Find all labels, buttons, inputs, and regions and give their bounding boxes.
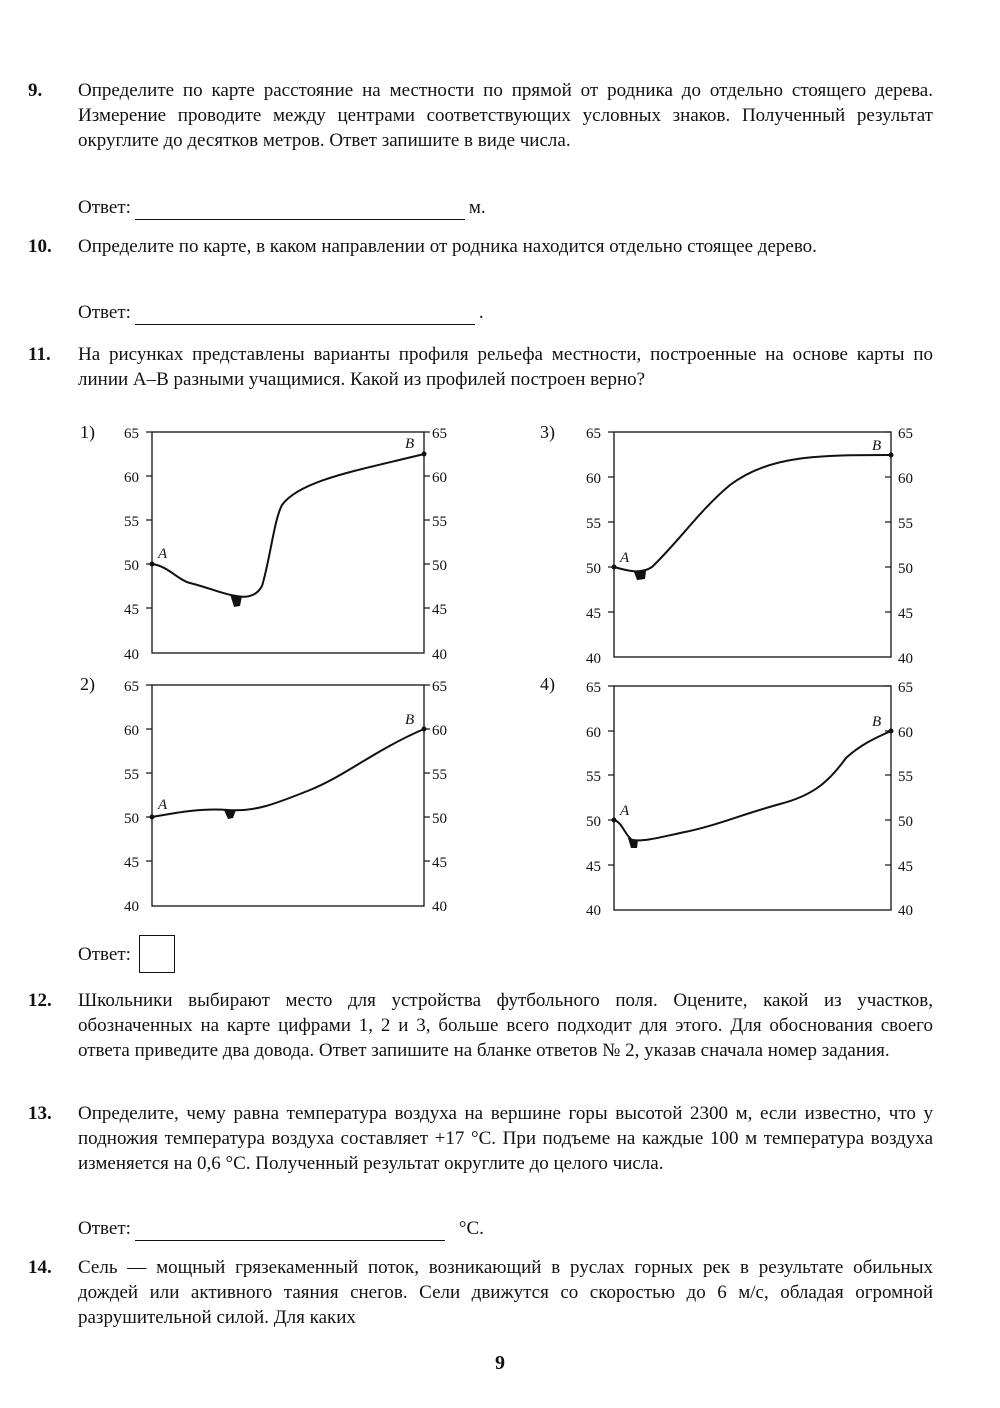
task-12-text: Школьники выбирают место для устройства футбольного поля. Оцените, какой из участков, обозначенных на карте цифрами 1, 2 и 3, больше всего подходит для этого. Для обоснования своего ответа приведите два довода. Ответ запишите на бланке ответов № 2, указав сначала номер задания. — [78, 990, 933, 1061]
task-10-unit: . — [478, 302, 484, 323]
profile-4-curve — [614, 731, 891, 840]
task-11-answer-box[interactable] — [139, 935, 175, 973]
profile-3-curve — [614, 455, 891, 571]
profile-2-left-tick: 50 — [124, 811, 139, 827]
profile-4-left-tick: 55 — [586, 769, 601, 785]
profile-3-left-tick: 55 — [586, 516, 601, 532]
profile-2-right-tick: 55 — [432, 767, 447, 783]
profile-3-ticks — [608, 432, 891, 612]
task-10 — [28, 234, 933, 259]
profile-1-right-tick: 55 — [432, 514, 447, 530]
profile-1-curve — [152, 454, 424, 597]
profile-4-left-tick: 45 — [586, 859, 601, 875]
profile-3-right-tick: 65 — [898, 426, 913, 442]
task-11-answer — [78, 935, 175, 973]
profile-1-left-tick: 45 — [124, 602, 139, 618]
task-14 — [28, 1255, 933, 1330]
task-13-number: 13. — [28, 1103, 52, 1124]
profile-4-right-tick: 40 — [898, 903, 913, 919]
task-13-answer-field[interactable] — [135, 1222, 445, 1241]
task-9-text: Определите по карте расстояние на местности по прямой от родника до отдельно стоящего дерева. Измерение проводите между центрами соответствующих условных знаков. Полученный результат округлите до десятков метров. Ответ запишите в виде числа. — [78, 80, 933, 151]
task-9-answer-field[interactable] — [135, 201, 465, 220]
profile-4-right-tick: 55 — [898, 769, 913, 785]
profile-2 — [80, 674, 447, 915]
page-number: 9 — [495, 1352, 505, 1374]
task-9-number: 9. — [28, 80, 43, 101]
task-14-number: 14. — [28, 1257, 52, 1278]
profile-3 — [540, 422, 913, 667]
task-10-answer-label: Ответ: — [78, 302, 131, 323]
profile-3-right-tick: 45 — [898, 606, 913, 622]
task-12 — [28, 988, 933, 1063]
profile-4-right-tick: 60 — [898, 725, 913, 741]
task-9-unit: м. — [468, 197, 486, 218]
profile-2-right-tick: 60 — [432, 723, 447, 739]
profile-2-label-a: A — [158, 797, 168, 813]
task-13-text: Определите, чему равна температура воздуха на вершине горы высотой 2300 м, если известно, что у подножия температура воздуха составляет +17 °С. При подъеме на каждые 100 м температура воздуха изменяется на 0,6 °С. Полученный результат округлите до целого числа. — [78, 1103, 933, 1174]
task-11 — [28, 342, 933, 392]
profile-1-frame — [152, 432, 424, 653]
profile-2-left-tick: 45 — [124, 855, 139, 871]
profile-3-right-tick: 40 — [898, 651, 913, 667]
profile-2-right-tick: 40 — [432, 899, 447, 915]
profile-2-frame — [152, 685, 424, 906]
profile-2-left-tick: 40 — [124, 899, 139, 915]
profile-4-frame — [614, 686, 891, 910]
profile-2-right-tick: 45 — [432, 855, 447, 871]
profile-3-label: 3) — [540, 422, 555, 442]
profile-1-label-b: B — [405, 436, 415, 452]
profile-1 — [80, 422, 447, 663]
task-10-answer-field[interactable] — [135, 306, 475, 325]
profile-2-right-tick: 50 — [432, 811, 447, 827]
profile-4-right-tick: 65 — [898, 680, 913, 696]
profile-4-left-tick: 50 — [586, 814, 601, 830]
profile-2-left-tick: 65 — [124, 679, 139, 695]
task-13 — [28, 1101, 933, 1176]
profile-1-left-tick: 50 — [124, 558, 139, 574]
profile-2-left-tick: 60 — [124, 723, 139, 739]
profile-2-point-a — [150, 815, 155, 820]
profile-2-point-b — [422, 727, 427, 732]
profile-1-left-tick: 55 — [124, 514, 139, 530]
profile-2-curve — [152, 729, 424, 817]
profile-1-left-tick: 65 — [124, 426, 139, 442]
task-13-answer-label: Ответ: — [78, 1218, 131, 1239]
profile-4-point-b — [889, 729, 894, 734]
task-11-number: 11. — [28, 344, 51, 365]
profile-3-left-tick: 45 — [586, 606, 601, 622]
task-9-answer — [78, 195, 486, 220]
profile-1-spring-mark — [230, 594, 242, 607]
task-9 — [28, 78, 933, 153]
profile-2-label-b: B — [405, 712, 415, 728]
profile-3-point-a — [612, 565, 617, 570]
profile-2-spring-mark — [224, 810, 236, 819]
profile-1-right-tick: 65 — [432, 426, 447, 442]
profile-2-ticks — [146, 685, 430, 861]
profile-2-right-tick: 65 — [432, 679, 447, 695]
task-13-answer — [78, 1216, 484, 1241]
task-11-text: На рисунках представлены варианты профиля рельефа местности, построенные на основе карты по линии А–В разными учащимися. Какой из профилей построен верно? — [78, 344, 933, 390]
profile-1-point-b — [422, 452, 427, 457]
profile-4-ticks — [608, 686, 891, 865]
profile-3-spring-mark — [634, 571, 646, 580]
profile-3-label-a: A — [620, 550, 630, 566]
profile-2-left-tick: 55 — [124, 767, 139, 783]
task-9-answer-label: Ответ: — [78, 197, 131, 218]
task-10-answer — [78, 300, 484, 325]
profile-1-left-tick: 40 — [124, 647, 139, 663]
profile-1-right-tick: 50 — [432, 558, 447, 574]
task-10-text: Определите по карте, в каком направлении от родника находится отдельно стоящее дерево. — [78, 236, 817, 257]
profile-3-point-b — [889, 453, 894, 458]
profile-1-label-a: A — [158, 546, 168, 562]
task-10-number: 10. — [28, 236, 52, 257]
profile-3-frame — [614, 432, 891, 657]
profile-4-label-a: A — [620, 803, 630, 819]
profile-1-ticks — [146, 432, 430, 608]
profile-4-spring-mark — [628, 838, 638, 848]
task-12-number: 12. — [28, 990, 52, 1011]
profile-4-label-b: B — [872, 714, 882, 730]
profile-4-right-tick: 50 — [898, 814, 913, 830]
profile-1-right-tick: 40 — [432, 647, 447, 663]
profile-1-left-tick: 60 — [124, 470, 139, 486]
profile-4-label: 4) — [540, 674, 555, 694]
profile-3-right-tick: 55 — [898, 516, 913, 532]
profile-3-label-b: B — [872, 438, 882, 454]
profile-1-right-tick: 60 — [432, 470, 447, 486]
task-14-text: Сель — мощный грязекаменный поток, возникающий в руслах горных рек в результате обильных дождей или активного таяния снегов. Сели движутся со скоростью до 6 м/с, обладая огромной разрушительной силой. Для каких — [78, 1257, 933, 1328]
profile-3-left-tick: 65 — [586, 426, 601, 442]
profile-3-left-tick: 50 — [586, 561, 601, 577]
profile-4-left-tick: 65 — [586, 680, 601, 696]
profile-1-right-tick: 45 — [432, 602, 447, 618]
profile-4-left-tick: 60 — [586, 725, 601, 741]
profile-4 — [540, 674, 913, 919]
profile-2-label: 2) — [80, 674, 95, 694]
task-13-unit: °С. — [458, 1218, 484, 1239]
profile-1-label: 1) — [80, 422, 95, 442]
task-11-answer-label: Ответ: — [78, 943, 131, 965]
profile-3-left-tick: 60 — [586, 471, 601, 487]
profile-4-point-a — [612, 818, 617, 823]
profile-3-left-tick: 40 — [586, 651, 601, 667]
profile-4-left-tick: 40 — [586, 903, 601, 919]
profile-3-right-tick: 50 — [898, 561, 913, 577]
profile-4-right-tick: 45 — [898, 859, 913, 875]
profile-1-point-a — [150, 562, 155, 567]
profile-3-right-tick: 60 — [898, 471, 913, 487]
